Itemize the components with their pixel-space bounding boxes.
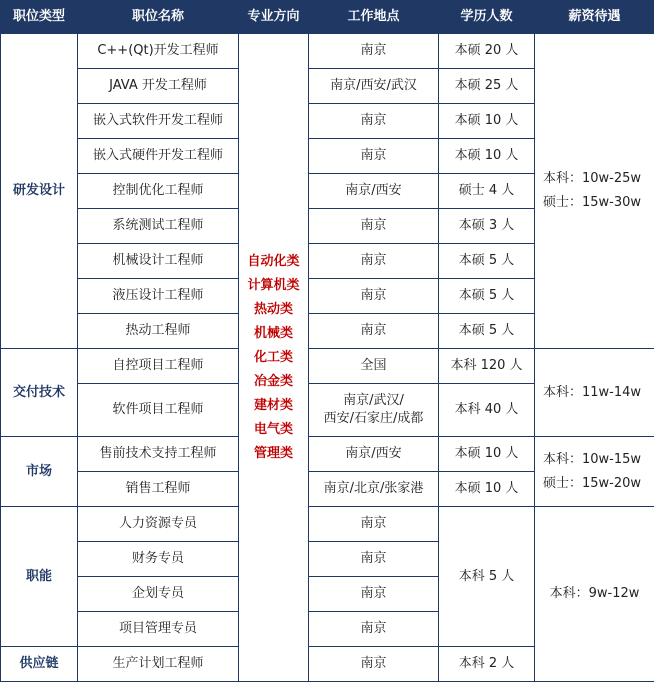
education-cell: 本科 2 人 (439, 647, 535, 682)
header-row (1, 1, 654, 34)
location-cell: 南京/北京/张家港 (309, 472, 439, 507)
salary-market (535, 437, 654, 507)
education-cell: 本硕 10 人 (439, 437, 535, 472)
major-list (239, 34, 309, 682)
education-cell: 本硕 20 人 (439, 34, 535, 69)
location-cell: 南京 (309, 104, 439, 139)
header-position: 职位名称 (78, 1, 239, 34)
major-item: 自动化类 (247, 253, 300, 269)
education-cell: 硕士 4 人 (439, 174, 535, 209)
location-cell: 南京 (309, 139, 439, 174)
major-item: 计算机类 (247, 277, 300, 293)
table-row (1, 349, 654, 384)
category-delivery: 交付技术 (1, 349, 78, 437)
position-cell: 热动工程师 (78, 314, 239, 349)
location-cell: 南京/西安 (309, 437, 439, 472)
location-cell: 南京 (309, 507, 439, 542)
location-cell: 南京 (309, 279, 439, 314)
position-cell: 液压设计工程师 (78, 279, 239, 314)
position-cell: 项目管理专员 (78, 612, 239, 647)
position-cell: C++(Qt)开发工程师 (78, 34, 239, 69)
position-cell: 嵌入式软件开发工程师 (78, 104, 239, 139)
position-cell: 嵌入式硬件开发工程师 (78, 139, 239, 174)
position-cell: 系统测试工程师 (78, 209, 239, 244)
salary-line: 硕士：15w-30w (543, 195, 642, 210)
major-item: 建材类 (253, 397, 293, 413)
education-function: 本科 5 人 (439, 507, 535, 647)
location-cell: 南京 (309, 314, 439, 349)
salary-delivery (535, 349, 654, 437)
major-item: 机械类 (253, 325, 293, 341)
location-cell: 南京 (309, 244, 439, 279)
header-salary: 薪资待遇 (535, 1, 654, 34)
location-cell: 南京 (309, 612, 439, 647)
position-cell: 机械设计工程师 (78, 244, 239, 279)
education-cell: 本硕 25 人 (439, 69, 535, 104)
major-item: 热动类 (253, 301, 293, 317)
position-cell: 人力资源专员 (78, 507, 239, 542)
education-cell: 本硕 10 人 (439, 139, 535, 174)
location-cell: 南京 (309, 577, 439, 612)
header-major: 专业方向 (239, 1, 309, 34)
location-line: 南京/武汉/ (343, 393, 404, 408)
education-cell: 本科 120 人 (439, 349, 535, 384)
major-item: 管理类 (253, 445, 293, 461)
position-cell: 自控项目工程师 (78, 349, 239, 384)
major-item: 电气类 (253, 421, 293, 437)
location-cell: 南京/西安/武汉 (309, 69, 439, 104)
position-cell: 财务专员 (78, 542, 239, 577)
education-cell: 本硕 5 人 (439, 314, 535, 349)
position-cell: JAVA 开发工程师 (78, 69, 239, 104)
position-cell: 销售工程师 (78, 472, 239, 507)
salary-rd (535, 34, 654, 349)
education-cell: 本硕 10 人 (439, 472, 535, 507)
salary-line: 本科：11w-14w (543, 384, 642, 400)
position-cell: 企划专员 (78, 577, 239, 612)
major-item: 冶金类 (253, 373, 293, 389)
table-row (1, 437, 654, 472)
education-cell: 本硕 5 人 (439, 279, 535, 314)
education-cell: 本硕 3 人 (439, 209, 535, 244)
education-cell: 本科 40 人 (439, 384, 535, 437)
education-cell: 本硕 5 人 (439, 244, 535, 279)
salary-line: 本科：10w-15w (543, 451, 642, 467)
salary-line: 本科：9w-12w (549, 586, 640, 601)
location-cell: 全国 (309, 349, 439, 384)
category-market: 市场 (1, 437, 78, 507)
education-cell: 本硕 10 人 (439, 104, 535, 139)
location-cell: 南京 (309, 647, 439, 682)
position-cell: 售前技术支持工程师 (78, 437, 239, 472)
position-cell: 软件项目工程师 (78, 384, 239, 437)
category-function: 职能 (1, 507, 78, 647)
category-supply: 供应链 (1, 647, 78, 682)
location-cell: 南京/西安 (309, 174, 439, 209)
salary-line: 本科：10w-25w (543, 171, 642, 186)
header-education: 学历人数 (439, 1, 535, 34)
position-cell: 生产计划工程师 (78, 647, 239, 682)
table-row (1, 34, 654, 69)
category-rd: 研发设计 (1, 34, 78, 349)
major-item: 化工类 (253, 349, 293, 365)
location-cell: 南京 (309, 34, 439, 69)
location-cell (309, 384, 439, 437)
header-location: 工作地点 (309, 1, 439, 34)
location-cell: 南京 (309, 542, 439, 577)
location-line: 西安/石家庄/成都 (323, 411, 424, 426)
header-category: 职位类型 (1, 1, 78, 34)
table-row (1, 507, 654, 542)
position-cell: 控制优化工程师 (78, 174, 239, 209)
salary-function (535, 507, 654, 682)
location-cell: 南京 (309, 209, 439, 244)
salary-line: 硕士：15w-20w (543, 475, 642, 491)
